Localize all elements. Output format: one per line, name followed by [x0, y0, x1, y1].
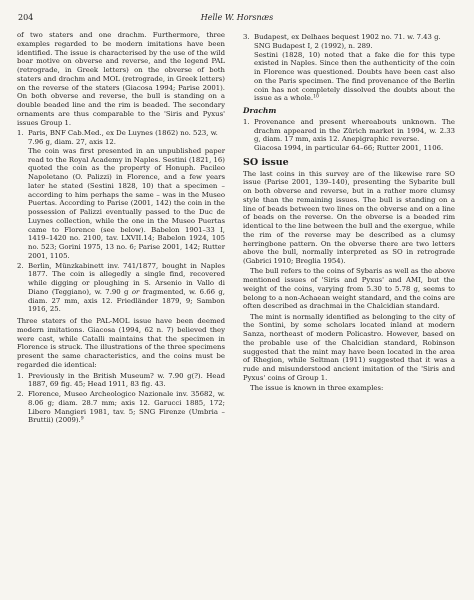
item-text: Previously in the British Museum? w. 7.90 g(?). Head 1887, 69 fig. 45; Head 1911, 83 fig. 43.: [28, 371, 225, 389]
item-note: Giacosa 1994, in particular 64–66; Rutter 2001, 1106.: [254, 144, 444, 152]
item-text: Provenance and present whereabouts unknown. The drachm appeared in the Zürich market in 1994, w. 2.33 g, diam. 17 mm, axis 12. Anepigraphic reverse.: [254, 117, 455, 144]
list-item: [17, 372, 225, 390]
stater-list: [17, 129, 225, 314]
footnote-ref: 10: [313, 94, 319, 100]
page-number: 204: [18, 13, 34, 22]
drachm-list: [243, 118, 455, 153]
item-note: The coin was first presented in an unpublished paper read to the Royal Academy in Naples. Sestini (1821, 16) quoted the coin as the property of Honuph. Pacileo Napoletano (O. Palizzi) in Florence, and a few years later he stated (Sestini 1828, 10) that a specimen – according to him perhaps the same – was in the Museo Puertas. According to Parise (2001, 142) the coin in the possession of Palizzi eventually passed to the Duc de Luynes collection, while the one in the Museo Puertas came to Florence (see below). Babelon 1901–33 I, 1419–1420 no. 2100, tav. LXVII.14; Babelon 1924, 105 no. 523; Gorini 1975, 13 no. 6; Parise 2001, 142; Rutter 2001, 1105.: [28, 146, 225, 260]
item-text: Budapest, ex Delhaes bequest 1902 no. 71. w. 7.43 g.: [254, 33, 441, 41]
list-item: [17, 390, 225, 425]
paragraph: The last coins in this survey are of the likewise rare SO issue (Parise 2001, 139–140), presenting the Sybarite bull on both obverse and reverse, but in a rather more clumsy style than the remaining issues. The bull is standing on a line of beads between two lines on the obverse and on a line of beads on the reverse. On the obverse is a beaded rim identical to the line between the bull and the exergue, while the rim of the reverse may be described as a clumsy herringbone pattern. On the obverse there are two letters above the bull, normally interpreted as SO in retrograde (Gabrici 1910; Breglia 1954).: [243, 169, 455, 265]
item-text: Florence, Museo Archeologico Nazionale inv. 35682, w. 8.06 g; diam. 28.7 mm; axis 12. Garucci 1885, 172; Libero Mangieri 1981, tav. 5; SNG Firenze (Umbria – Bruttii) (2009).$^9$: [28, 390, 225, 425]
paragraph: The bull refers to the coins of Sybaris as well as the above mentioned issues of 'Siris and Pyxus' and AMI, but the weight of the coins, varying from 5.30 to 5.78 g, seems to belong to a non-Achaean weight standard, and the coins are often described as drachmai in the Chalcidian standard.: [243, 267, 455, 311]
item-number: 1.: [17, 371, 24, 380]
item-text: Paris, BNF Cab.Med., ex De Luynes (1862) no. 523, w. 7.96 g, diam. 27, axis 12.: [28, 129, 218, 146]
imitation-list: [17, 372, 225, 426]
paragraph: of two staters and one drachm. Furthermore, three examples regarded to be modern imitations have been identified. The issue is characterised by the use of the wild boar motive on obverse and reverse, and the legend PAL (retrograde, in Greek letters) on the obverse of both staters and drachm and MOL (retrograde, in Greek letters) on the reverse of the staters (Giacosa 1994; Parise 2001). On both obverse and reverse, the bull is standing on a double beaded line and the rim is beaded. The secondary ornaments are thus comparable to the 'Siris and Pyxus' issues Group 1.: [17, 31, 225, 127]
item-number: 1.: [243, 117, 250, 126]
list-item: [243, 33, 455, 103]
footnote-ref: 9: [80, 416, 84, 422]
section-heading-drachm: Drachm: [243, 106, 277, 115]
item-note: SNG Budapest I, 2 (1992), n. 289.: [254, 41, 373, 50]
paragraph: The mint is normally identified as belonging to the city of the Sontini, by some scholars located inland at modern Sanza, northeast of modern Policastro. However, based on the probable use of the Chalcidian standard, Robinson suggested that the mint may have been located in the area of Rhegion, while Seltman (1911) suggested that it was a rude and misunderstood ancient imitation of the 'Siris and Pyxus' coins of Group 1.: [243, 312, 455, 382]
list-item: [17, 129, 225, 260]
item-text: Berlin, Münzkabinett inv. 741/1877, bought in Naples 1877. The coin is allegedly a single find, recovered while digging or ploughing in S. Arsenio in Vallo di Diano (Teggiano), w. 7.90 g or fragmented, w. 6.66 g, diam. 27 mm, axis 12. Friedländer 1879, 9; Sambon 1916, 25.: [28, 261, 225, 314]
paragraph: Three staters of the PAL-MOL issue have been deemed modern imitations. Giacosa (1994, 62 n. 7) believed they were cast, while Catalli maintains that the specimen in Florence is struck. The illustrations of the three specimens present the same characteristics, and the coins must be regarded die identical:: [17, 317, 225, 369]
page-header: [18, 13, 456, 25]
item-note: Sestini (1828, 10) noted that a fake die for this type existed in Naples. Since then the authenticity of the coin in Florence was questioned. Doubts have been cast also on the Paris specimen. The find provenance of the Berlin coin has not completely dissolved the doubts about the issue as a whole.$^{10}$: [254, 50, 455, 103]
running-head: Helle W. Horsnæs: [200, 13, 274, 22]
item-number: 2.: [17, 261, 24, 270]
section-heading-so-issue: SO issue: [243, 156, 289, 168]
left-column: [17, 31, 225, 428]
item-number: 2.: [17, 390, 24, 398]
item-number: 3.: [243, 33, 250, 41]
list-item: [243, 118, 455, 153]
stater-list-continued: [243, 33, 455, 103]
list-item: [17, 262, 225, 315]
right-column: [243, 31, 455, 394]
paragraph: The issue is known in three examples:: [250, 384, 384, 392]
item-number: 1.: [17, 129, 24, 138]
